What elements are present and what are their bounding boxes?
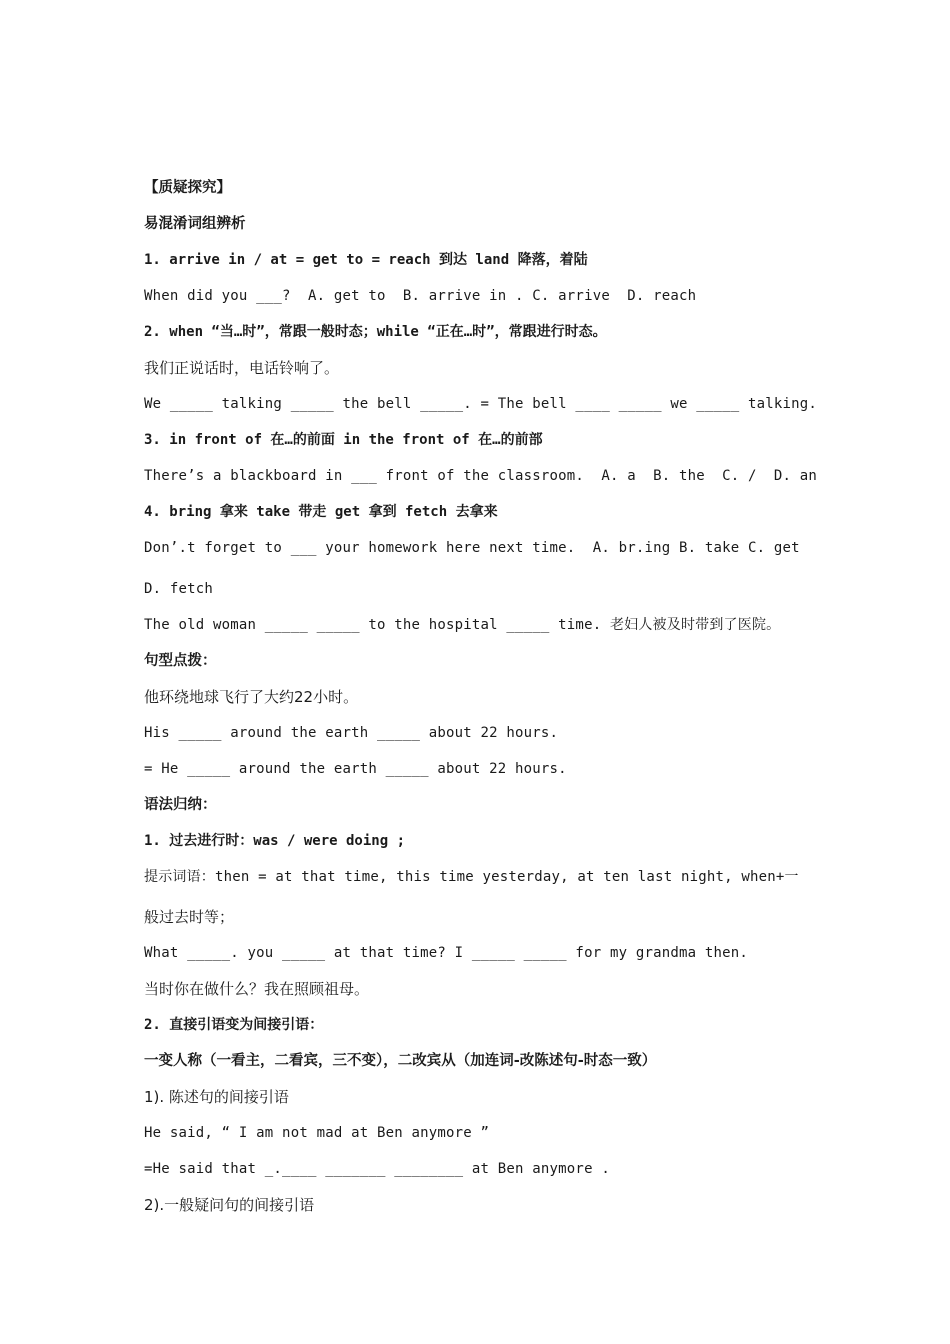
grammar-title: 语法归纳：	[144, 797, 217, 813]
grammar1-hint-continued: 般过去时等；	[144, 908, 235, 926]
subsection-title: 易混淆词组辨析	[144, 216, 246, 232]
section-title: 【质疑探究】	[144, 180, 231, 196]
item2-sentence: We _____ talking _____ the bell _____. = The bell ____ _____ we _____ talking.	[144, 396, 818, 412]
grammar1-chinese: 当时你在做什么？我在照顾祖母。	[144, 980, 370, 998]
item2-chinese: 我们正说话时，电话铃响了。	[144, 359, 340, 377]
item3-heading: 3. in front of 在…的前面 in the front of 在…的前部	[144, 432, 543, 448]
pattern-title: 句型点拨：	[144, 653, 217, 669]
grammar2-example-1: He said, “ I am not mad at Ben anymore ”	[144, 1125, 490, 1141]
item4-question-continued: D. fetch	[144, 581, 214, 597]
item4-question: Don’.t forget to ___ your homework here next time. A. br.ing B. take C. get	[144, 540, 800, 556]
grammar2-subheading-2: 2).一般疑问句的间接引语	[144, 1196, 315, 1214]
item4-sentence: The old woman _____ _____ to the hospital _____ time. 老妇人被及时带到了医院。	[144, 617, 781, 633]
item4-heading: 4. bring 拿来 take 带走 get 拿到 fetch 去拿来	[144, 504, 498, 520]
pattern-line-2: = He _____ around the earth _____ about 22 hours.	[144, 761, 567, 777]
grammar2-rule: 一变人称（一看主，二看宾，三不变），二改宾从（加连词-改陈述句-时态一致）	[144, 1053, 657, 1069]
grammar2-heading: 2. 直接引语变为间接引语：	[144, 1017, 324, 1033]
grammar1-heading: 1. 过去进行时：was / were doing ;	[144, 833, 406, 849]
pattern-line-1: His _____ around the earth _____ about 22 hours.	[144, 725, 559, 741]
item3-question: There’s a blackboard in ___ front of the classroom. A. a B. the C. / D. an	[144, 468, 818, 484]
pattern-chinese: 他环绕地球飞行了大约22小时。	[144, 688, 359, 706]
grammar1-hint: 提示词语：then = at that time, this time yesterday, at ten last night, when+一	[144, 869, 799, 885]
grammar1-question: What _____. you _____ at that time? I _____ _____ for my grandma then.	[144, 945, 749, 961]
item2-heading: 2. when “当…时”，常跟一般时态；while “正在…时”，常跟进行时态。	[144, 324, 607, 340]
grammar2-subheading-1: 1). 陈述句的间接引语	[144, 1088, 289, 1106]
item1-heading: 1. arrive in / at = get to = reach 到达 land 降落，着陆	[144, 252, 588, 268]
item1-question: When did you ___? A. get to B. arrive in . C. arrive D. reach	[144, 288, 697, 304]
grammar2-example-2: =He said that _.____ _______ ________ at Ben anymore .	[144, 1161, 610, 1177]
